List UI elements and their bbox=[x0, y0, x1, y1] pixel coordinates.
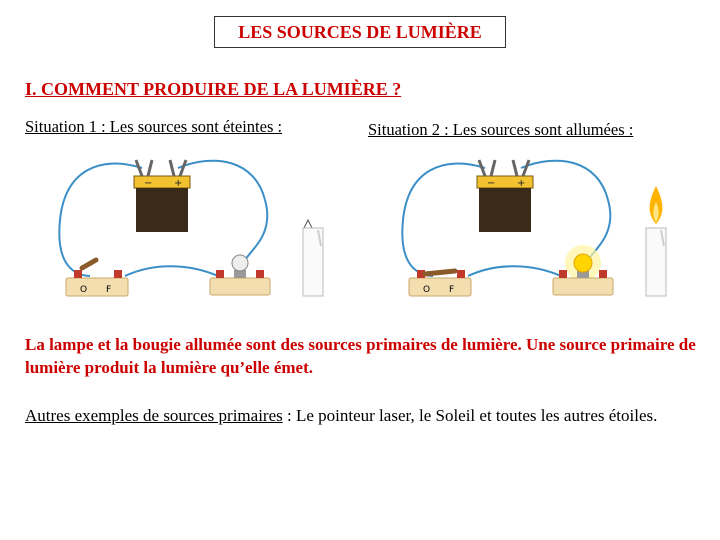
wire bbox=[59, 164, 142, 276]
battery-minus-sign: − bbox=[144, 178, 153, 189]
battery-plus-sign: + bbox=[517, 178, 526, 189]
candle-unlit bbox=[303, 220, 323, 296]
lamp-off bbox=[210, 255, 270, 295]
circuit-illustration-on bbox=[383, 150, 683, 305]
switch-label-f: F bbox=[449, 285, 455, 295]
examples-paragraph bbox=[25, 404, 697, 428]
battery bbox=[134, 160, 190, 232]
wire bbox=[178, 161, 267, 263]
wire bbox=[468, 266, 561, 276]
lamp-on bbox=[553, 245, 613, 295]
situation-1-label: Situation 1 : Les sources sont éteintes : bbox=[25, 117, 283, 136]
switch-label-f: F bbox=[106, 285, 112, 295]
situation-2-label: Situation 2 : Les sources sont allumées : bbox=[368, 120, 634, 139]
page-title: LES SOURCES DE LUMIÈRE bbox=[238, 21, 482, 42]
page-title-box bbox=[214, 16, 506, 48]
examples-label: Autres exemples de sources primaires bbox=[25, 406, 283, 425]
switch bbox=[409, 270, 471, 296]
switch-label-o: O bbox=[423, 285, 431, 295]
switch-label-o: O bbox=[80, 285, 88, 295]
candle-lit bbox=[646, 186, 666, 296]
switch bbox=[66, 260, 128, 296]
wire bbox=[521, 161, 610, 263]
battery bbox=[477, 160, 533, 232]
conclusion-text: La lampe et la bougie allumée sont des sources primaires de lumière. Une source primaire de lumière produit la lumière qu’elle émet. bbox=[25, 335, 696, 377]
battery-minus-sign: − bbox=[487, 178, 496, 189]
battery-plus-sign: + bbox=[174, 178, 183, 189]
wire bbox=[125, 266, 218, 276]
section-heading: I. COMMENT PRODUIRE DE LA LUMIÈRE ? bbox=[25, 79, 402, 99]
circuit-illustration-off bbox=[40, 150, 340, 305]
examples-text: : Le pointeur laser, le Soleil et toutes les autres étoiles. bbox=[282, 406, 658, 425]
wire bbox=[402, 164, 485, 276]
